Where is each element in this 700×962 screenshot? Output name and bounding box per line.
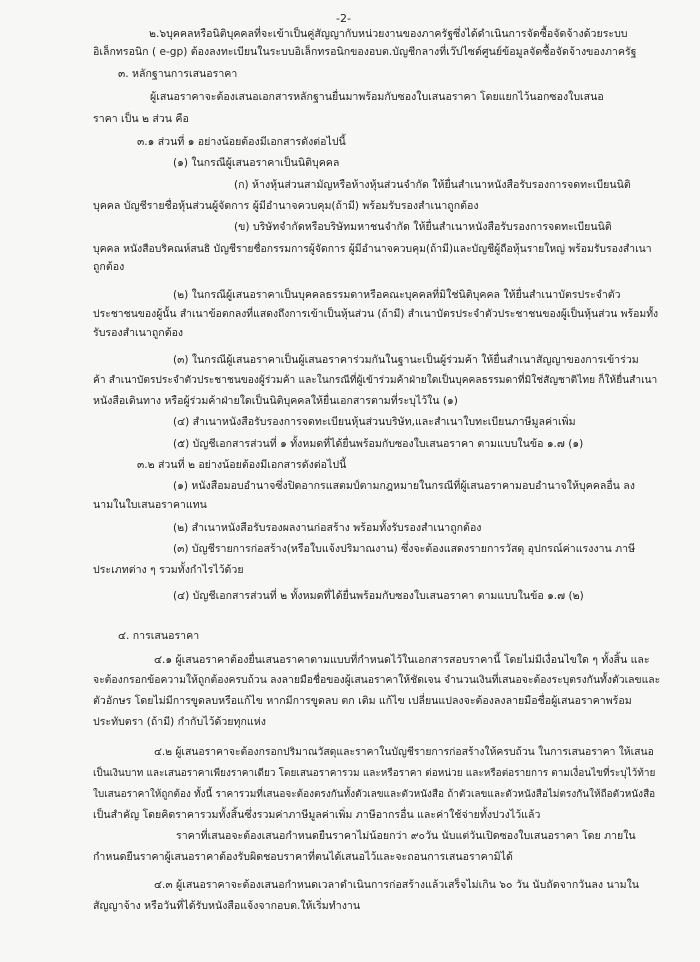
- text-line: บุคคล บัญชีรายชื่อหุ้นส่วนผู้จัดการ ผู้มีอำนาจควบคุม(ถ้ามี) พร้อมรับรองสำเนาถูกต้อง: [93, 200, 479, 212]
- text-line: ๔.๒ ผู้เสนอราคาจะต้องกรอกปริมาณวัสดุและราคาในบัญชีรายการก่อสร้างให้ครบถ้วน ในการเสนอราคา ให้เสนอ: [154, 746, 654, 758]
- text-line: (๒) สำเนาหนังสือรับรองผลงานก่อสร้าง พร้อมทั้งรับรองสำเนาถูกต้อง: [173, 522, 482, 534]
- text-line: ประชาชนของผู้นั้น สำเนาข้อตกลงที่แสดงถึงการเข้าเป็นหุ้นส่วน (ถ้ามี) สำเนาบัตรประจำตัวประชาชนของผู้เป็นหุ้นส่วน พร้อมทั้ง: [93, 308, 659, 320]
- text-line: บุคคล หนังสือบริคณห์สนธิ บัญชีรายชื่อกรรมการผู้จัดการ ผู้มีอำนาจควบคุม(ถ้ามี)และบัญชีผู้ถือหุ้นรายใหญ่ พร้อมรับรองสำเนา: [93, 243, 652, 255]
- text-line: กำหนดยืนราคาผู้เสนอราคาต้องรับผิดชอบราคาที่ตนได้เสนอไว้และจะถอนการเสนอราคามิได้: [93, 851, 513, 863]
- section-heading: ๓. หลักฐานการเสนอราคา: [118, 68, 238, 80]
- text-line: ๓.๑ ส่วนที่ ๑ อย่างน้อยต้องมีเอกสารดังต่อไปนี้: [137, 136, 346, 148]
- text-line: เป็นเงินบาท และเสนอราคาเพียงราคาเดียว โดยเสนอราคารวม และหรือราคา ต่อหน่วย และหรือต่อรายการ ตามเงื่อนไขที่ระบุไว้ท้าย: [93, 768, 656, 779]
- text-line: ประทับตรา (ถ้ามี) กำกับไว้ด้วยทุกแห่ง: [93, 716, 266, 728]
- text-line: ตัวอักษร โดยไม่มีการขูดลบหรือแก้ไข หากมีการขูดลบ ตก เติม แก้ไข เปลี่ยนแปลงจะต้องลงลายมือชื่อผู้เสนอราคาพร้อม: [93, 695, 632, 707]
- text-line: (๓) ในกรณีผู้เสนอราคาเป็นผู้เสนอราคาร่วมกันในฐานะเป็นผู้ร่วมค้า ให้ยื่นสำเนาสัญญาของการเข้าร่วม: [173, 354, 639, 366]
- text-line: ถูกต้อง: [93, 261, 125, 273]
- page-number: -2-: [336, 12, 351, 25]
- text-line: (ข) บริษัทจำกัดหรือบริษัทมหาชนจำกัด ให้ยื่นสำเนาหนังสือรับรองการจดทะเบียนนิติ: [234, 221, 612, 233]
- text-line: ค้า สำเนาบัตรประจำตัวประชาชนของผู้ร่วมค้า และในกรณีที่ผู้เข้าร่วมค้าฝ่ายใดเป็นบุคคลธรรมดาที่มิใช่สัญชาติไทย ก็ให้ยื่นสำเนา: [93, 375, 658, 386]
- text-line: จะต้องกรอกข้อความให้ถูกต้องครบถ้วน ลงลายมือชื่อของผู้เสนอราคาให้ชัดเจน จำนวนเงินที่เสนอจะต้องระบุตรงกันทั้งตัวเลขและ: [93, 674, 661, 686]
- text-line: เป็นสำคัญ โดยคิดราคารวมทั้งสิ้นซึ่งรวมค่าภาษีมูลค่าเพิ่ม ภาษีอากรอื่น และค่าใช้จ่ายทั้งปวงไว้แล้ว: [93, 809, 541, 821]
- text-line: ใบเสนอราคาให้ถูกต้อง ทั้งนี้ ราคารวมที่เสนอจะต้องตรงกันทั้งตัวเลขและตัวหนังสือ ถ้าตัวเลขและตัวหนังสือไม่ตรงกันให้ถือตัวหนังสือ: [93, 789, 656, 800]
- text-line: นามในใบเสนอราคาแทน: [93, 499, 207, 511]
- text-line: ๔.๑ ผู้เสนอราคาต้องยื่นเสนอราคาตามแบบที่กำหนดไว้ในเอกสารสอบราคานี้ โดยไม่มีเงื่อนไขใด ๆ ทั้งสิ้น และ: [154, 654, 650, 666]
- text-line: (๓) บัญชีรายการก่อสร้าง(หรือใบแจ้งปริมาณงาน) ซึ่งจะต้องแสดงรายการวัสดุ อุปกรณ์ค่าแรงงาน ภาษี: [173, 543, 636, 555]
- text-line: ประเภทต่าง ๆ รวมทั้งกำไรไว้ด้วย: [93, 564, 244, 576]
- text-line: (๒) ในกรณีผู้เสนอราคาเป็นบุคคลธรรมดาหรือคณะบุคคลที่มิใช่นิติบุคคล ให้ยื่นสำเนาบัตรประจำตัว: [173, 289, 621, 301]
- text-line: (๕) บัญชีเอกสารส่วนที่ ๑ ทั้งหมดที่ได้ยื่นพร้อมกับซองใบเสนอราคา ตามแบบในข้อ ๑.๗ (๑): [173, 438, 584, 450]
- text-line: สัญญาจ้าง หรือวันที่ได้รับหนังสือแจ้งจากอบต.ให้เริ่มทำงาน: [93, 900, 361, 912]
- text-line: รับรองสำเนาถูกต้อง: [93, 327, 184, 339]
- text-line: ผู้เสนอราคาจะต้องเสนอเอกสารหลักฐานยื่นมาพร้อมกับซองใบเสนอราคา โดยแยกไว้นอกซองใบเสนอ: [150, 91, 604, 103]
- text-line: ราคา เป็น ๒ ส่วน คือ: [93, 113, 189, 125]
- text-line: (๔) บัญชีเอกสารส่วนที่ ๒ ทั้งหมดที่ได้ยื่นพร้อมกับซองใบเสนอราคา ตามแบบในข้อ ๑.๗ (๒): [173, 590, 584, 602]
- text-line: ๔.๓ ผู้เสนอราคาจะต้องเสนอกำหนดเวลาดำเนินการก่อสร้างแล้วเสร็จไม่เกิน ๖๐ วัน นับถัดจากวันลง นามใน: [154, 879, 640, 891]
- text-line: (ก) ห้างหุ้นส่วนสามัญหรือห้างหุ้นส่วนจำกัด ให้ยื่นสำเนาหนังสือรับรองการจดทะเบียนนิติ: [234, 179, 631, 191]
- text-line: ๒.๖บุคคลหรือนิติบุคคลที่จะเข้าเป็นคู่สัญญากับหน่วยงานของภาครัฐซึ่งได้ดำเนินการจัดซื้อจัดจ้างด้วยระบบ: [149, 28, 628, 40]
- section-heading: ๔. การเสนอราคา: [118, 630, 200, 642]
- text-line: ราคาที่เสนอจะต้องเสนอกำหนดยืนราคาไม่น้อยกว่า ๙๐วัน นับแต่วันเปิดซองใบเสนอราคา โดย ภายใน: [176, 830, 636, 842]
- text-line: ๓.๒ ส่วนที่ ๒ อย่างน้อยต้องมีเอกสารดังต่อไปนี้: [137, 459, 347, 471]
- text-line: (๑) ในกรณีผู้เสนอราคาเป็นนิติบุคคล: [173, 157, 340, 169]
- text-line: อิเล็กทรอนิก ( e-gp) ต้องลงทะเบียนในระบบอิเล็กทรอนิกของอบต.บัญชีกลางที่เว๊ปไซด์ศูนย์ข้อมูลจัดซื้อจัดจ้างของภาครัฐ: [93, 46, 637, 58]
- text-line: (๔) สำเนาหนังสือรับรองการจดทะเบียนหุ้นส่วนบริษัท,และสำเนาใบทะเบียนภาษีมูลค่าเพิ่ม: [173, 416, 576, 428]
- text-line: (๑) หนังสือมอบอำนาจซึ่งปิดอากรแสตมป์ตามกฎหมายในกรณีที่ผู้เสนอราคามอบอำนาจให้บุคคลอื่น ลง: [173, 480, 635, 492]
- text-line: หนังสือเดินทาง หรือผู้ร่วมค้าฝ่ายใดเป็นนิติบุคคลให้ยื่นเอกสารตามที่ระบุไว้ใน (๑): [93, 395, 458, 407]
